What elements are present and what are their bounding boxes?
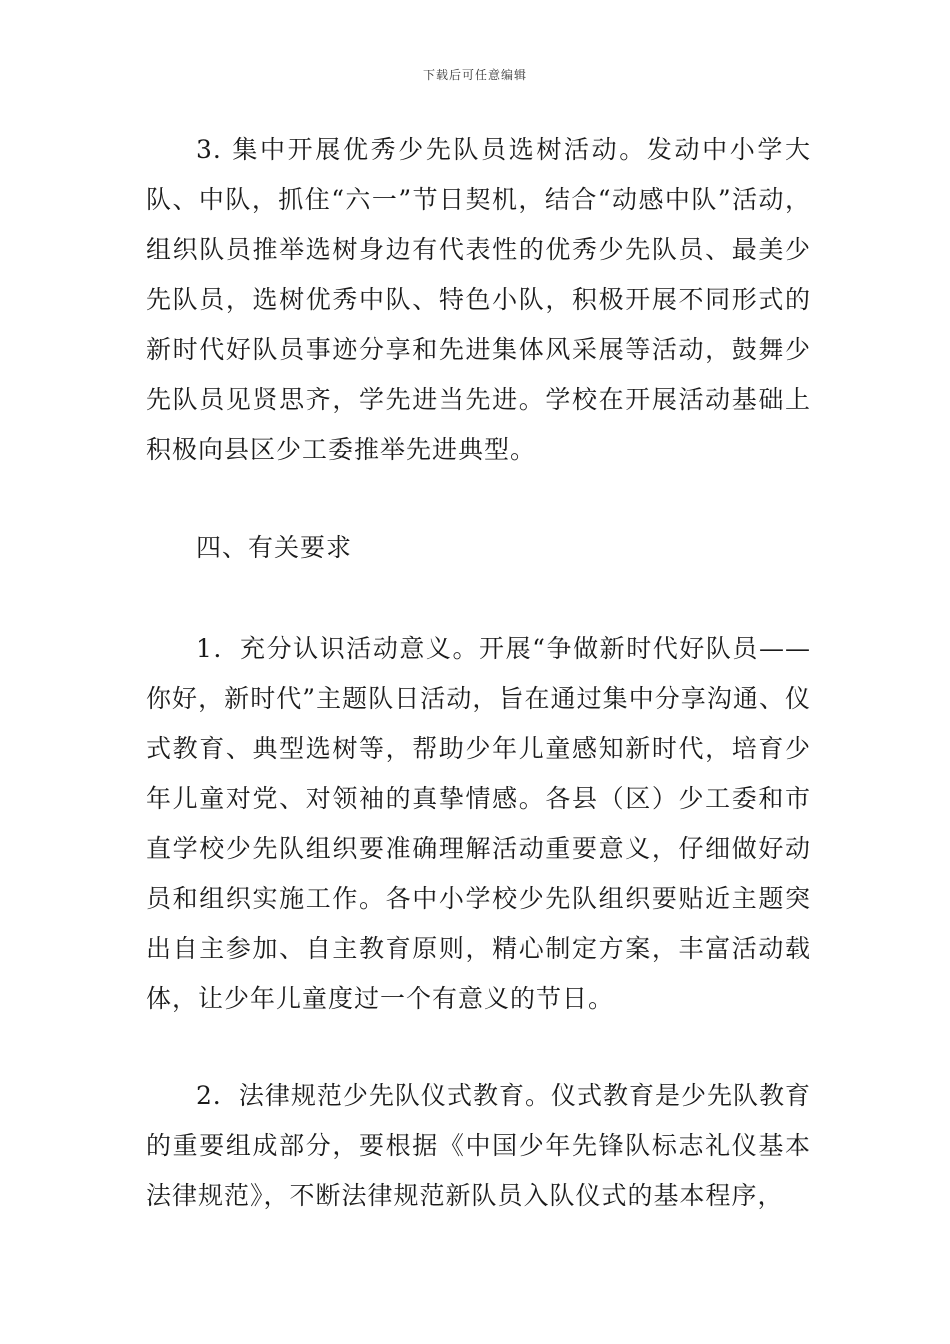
paragraph-text: 1．充分认识活动意义。开展“争做新时代好队员——你好，新时代”主题队日活动，旨在通过集中分享沟通、仪式教育、典型选树等，帮助少年儿童感知新时代，培育少年儿童对党、对领袖的真挚情感。各县（区）少工委和市直学校少先队组织要准确理解活动重要意义，仔细做好动员和组织实施工作。各中小学校少先队组织要贴近主题突出自主参加、自主教育原则，精心制定方案，丰富活动载体，让少年儿童度过一个有意义的节日。 bbox=[146, 634, 811, 1013]
paragraph-text: 2．法律规范少先队仪式教育。仪式教育是少先队教育的重要组成部分，要根据《中国少年先锋队标志礼仪基本法律规范》，不断法律规范新队员入队仪式的基本程序， bbox=[146, 1081, 811, 1210]
section-heading-4 bbox=[146, 523, 811, 573]
header-note: 下载后可任意编辑 bbox=[422, 68, 527, 82]
paragraph-section-4-item-1 bbox=[146, 624, 811, 1024]
paragraph-section-4-item-2 bbox=[146, 1071, 811, 1221]
section-heading-text: 四、有关要求 bbox=[196, 533, 353, 562]
paragraph-text: 3. 集中开展优秀少先队员选树活动。发动中小学大队、中队，抓住“六一”节日契机，结合“动感中队”活动，组织队员推举选树身边有代表性的优秀少先队员、最美少先队员，选树优秀中队、特色小队，积极开展不同形式的新时代好队员事迹分享和先进集体风采展等活动，鼓舞少先队员见贤思齐，学先进当先进。学校在开展活动基础上积极向县区少工委推举先进典型。 bbox=[146, 135, 811, 464]
paragraph-section-3-item-3 bbox=[146, 125, 811, 475]
